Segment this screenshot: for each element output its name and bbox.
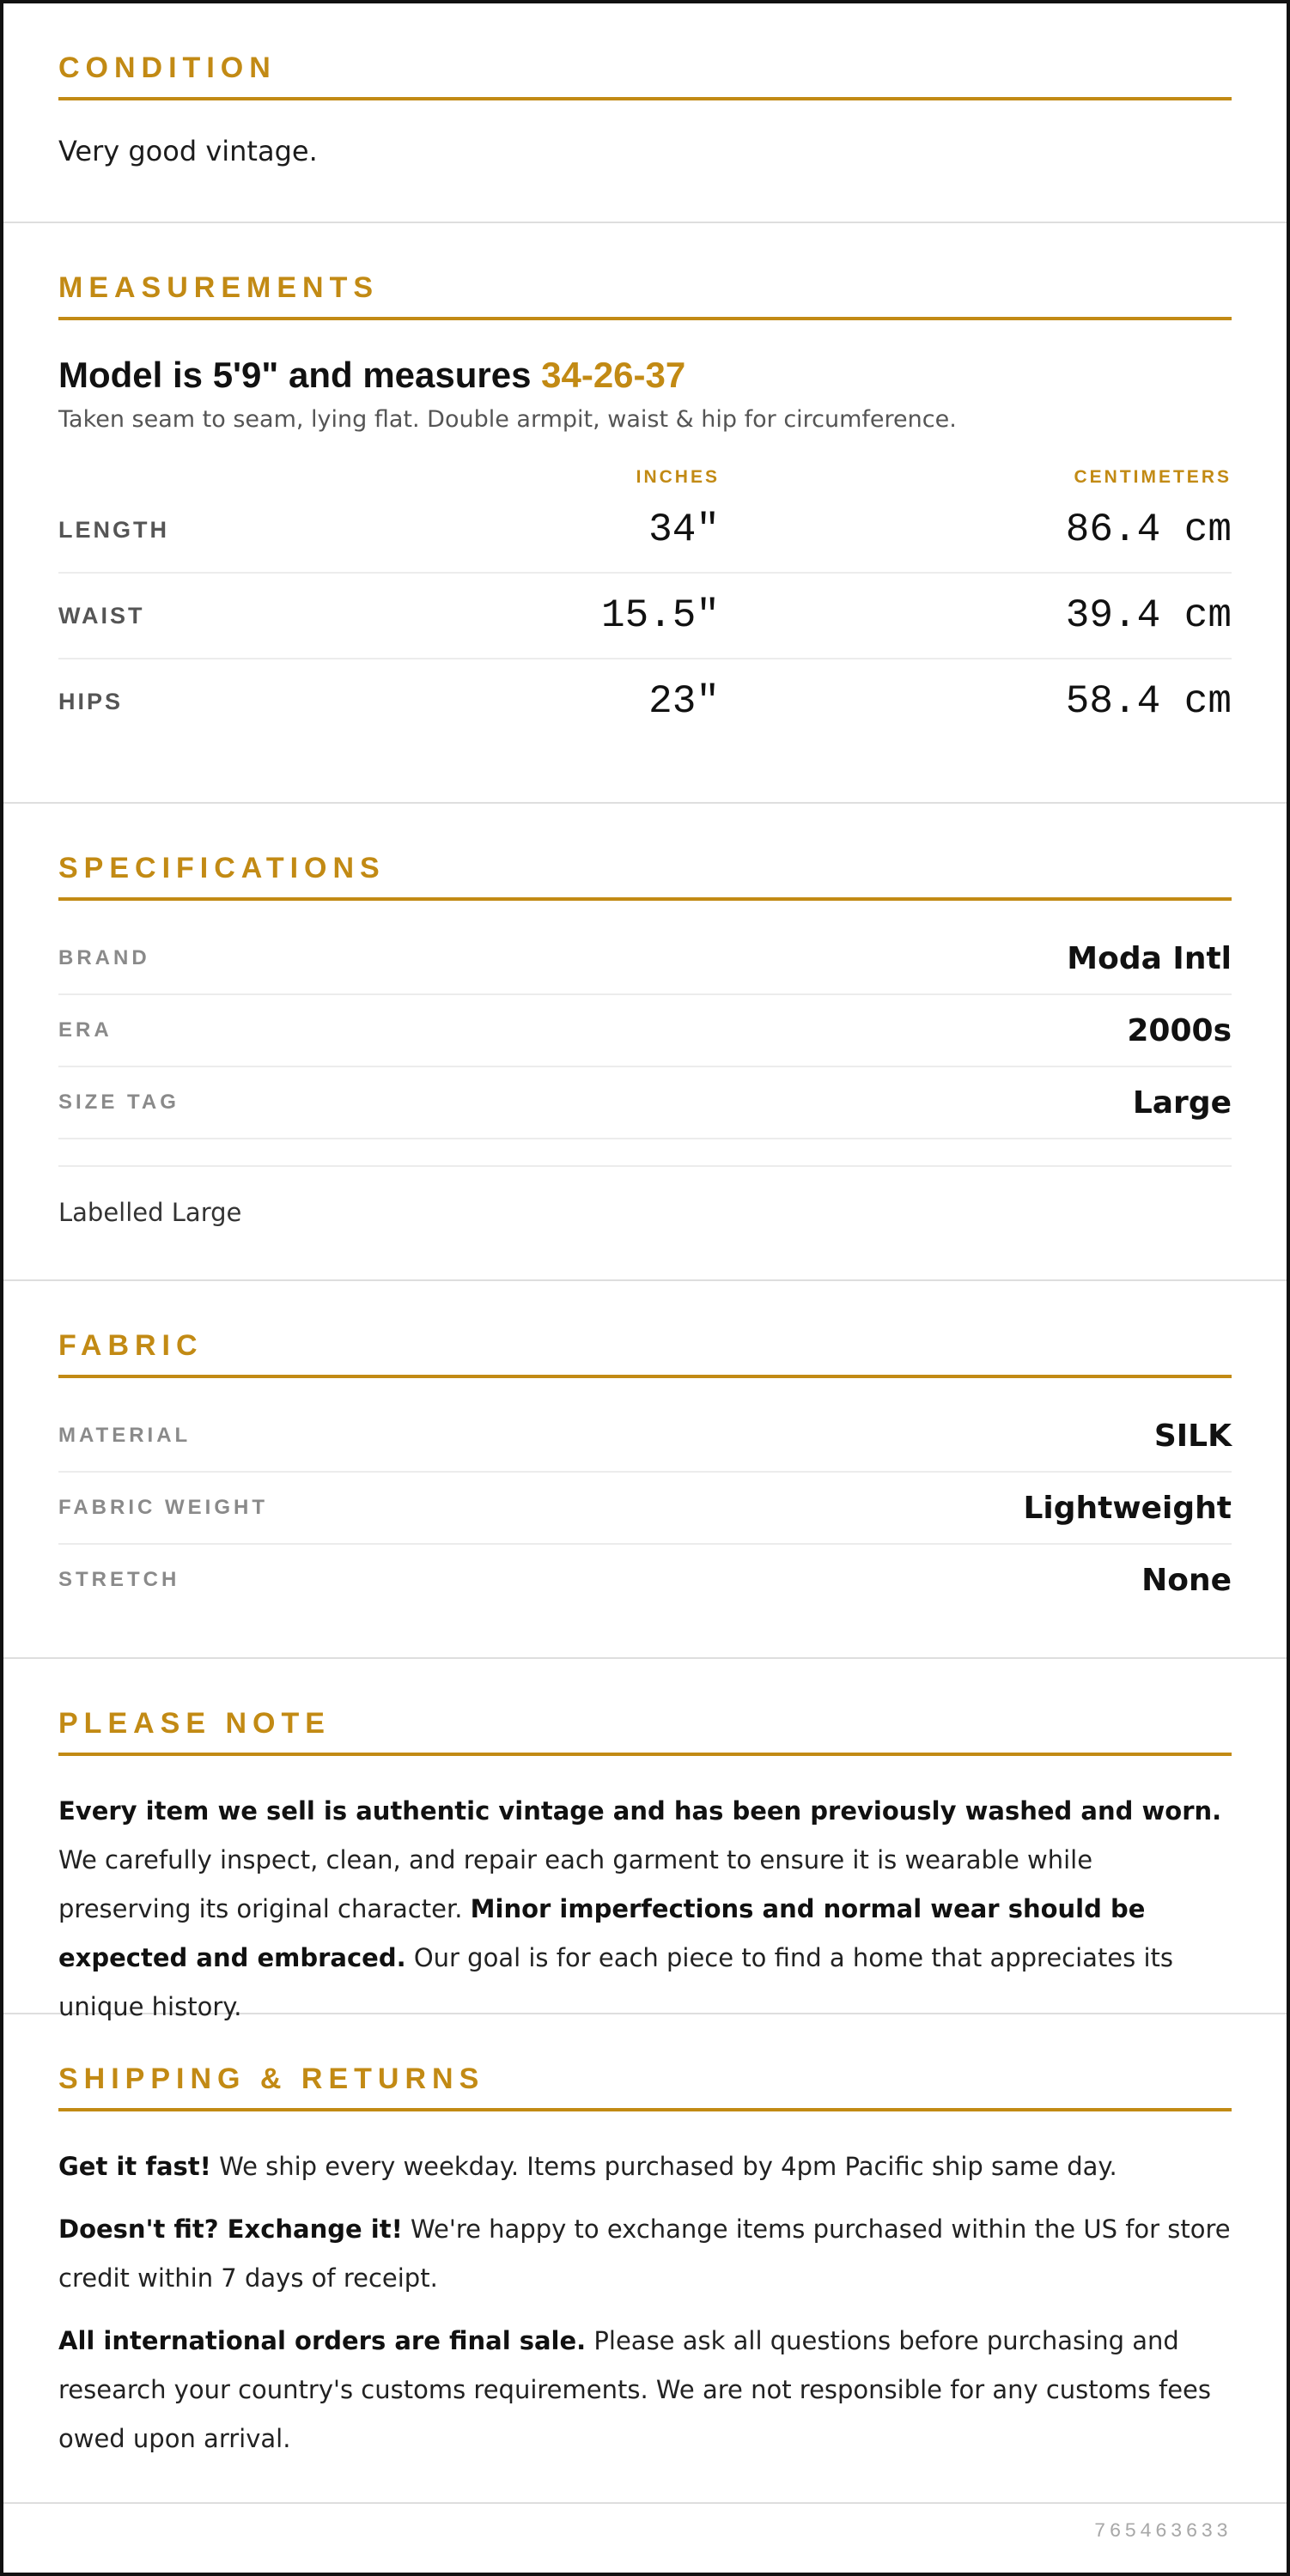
spec-label: BRAND xyxy=(58,946,150,969)
measurement-inches: 34" xyxy=(648,507,720,552)
fabric-row-stretch xyxy=(58,1545,1232,1615)
condition-heading: CONDITION xyxy=(58,52,1232,100)
fabric-row-material xyxy=(58,1400,1232,1473)
measurement-label: HIPS xyxy=(58,688,124,714)
spec-row-size-tag xyxy=(58,1067,1232,1139)
measurement-row xyxy=(58,488,1232,574)
spec-row-brand xyxy=(58,923,1232,995)
spec-row-era xyxy=(58,995,1232,1067)
inches-column-header: INCHES xyxy=(636,467,720,487)
model-measures-value: 34-26-37 xyxy=(541,355,686,395)
measurements-table xyxy=(58,488,1232,744)
fabric-heading: FABRIC xyxy=(58,1329,1232,1378)
model-measurements xyxy=(58,355,1232,396)
shipping-paragraph-international xyxy=(58,2317,1232,2464)
shipping-paragraph-exchange xyxy=(58,2205,1232,2303)
shipping-bold: All international orders are final sale. xyxy=(58,2326,587,2355)
spec-label: ERA xyxy=(58,1018,113,1042)
fabric-list xyxy=(58,1400,1232,1615)
please-note-heading: PLEASE NOTE xyxy=(58,1707,1232,1756)
measurement-label: WAIST xyxy=(58,602,145,629)
product-id: 765463633 xyxy=(1093,2520,1232,2543)
shipping-heading: SHIPPING & RETURNS xyxy=(58,2063,1232,2111)
measurements-section xyxy=(3,223,1287,804)
measurements-header xyxy=(58,467,1232,488)
measurements-subtitle: Taken seam to seam, lying flat. Double armpit, waist & hip for circumference. xyxy=(58,406,957,433)
fabric-value: Lightweight xyxy=(1023,1490,1232,1526)
shipping-bold: Get it fast! xyxy=(58,2152,211,2181)
fabric-row-weight xyxy=(58,1473,1232,1545)
fabric-label: MATERIAL xyxy=(58,1424,192,1447)
measurement-row xyxy=(58,659,1232,744)
measurement-label: LENGTH xyxy=(58,516,169,543)
shipping-paragraph-fast xyxy=(58,2142,1232,2191)
measurement-row xyxy=(58,574,1232,659)
footer xyxy=(3,2490,1287,2573)
note-bold-1: Every item we sell is authentic vintage and has been previously washed and worn. xyxy=(58,1796,1222,1826)
specifications-list xyxy=(58,923,1232,1139)
shipping-text: We're happy to exchange items purchased within the US for store credit within 7 days of receipt. xyxy=(58,2215,1231,2293)
please-note-section xyxy=(3,1659,1287,2021)
fabric-value: None xyxy=(1141,1562,1232,1598)
fabric-label: FABRIC WEIGHT xyxy=(58,1496,268,1519)
shipping-bold: Doesn't fit? Exchange it! xyxy=(58,2215,403,2244)
fabric-value: SILK xyxy=(1153,1418,1232,1454)
spec-value: 2000s xyxy=(1127,1012,1232,1048)
size-note: Labelled Large xyxy=(58,1165,1232,1227)
measurement-cm: 86.4 cm xyxy=(1065,507,1232,552)
measurement-cm: 39.4 cm xyxy=(1065,593,1232,638)
measurement-inches: 23" xyxy=(648,679,720,724)
shipping-text: We ship every weekday. Items purchased by 4pm Pacific ship same day. xyxy=(210,2152,1117,2181)
condition-section xyxy=(3,3,1287,223)
specifications-section xyxy=(3,804,1287,1281)
fabric-label: STRETCH xyxy=(58,1568,180,1591)
note-text-2: Our goal is for each piece to find a home that appreciates its unique history. xyxy=(58,1943,1174,2021)
specifications-heading: SPECIFICATIONS xyxy=(58,852,1232,901)
spec-value: Moda Intl xyxy=(1067,940,1232,976)
centimeters-column-header: CENTIMETERS xyxy=(1074,467,1232,487)
measurement-cm: 58.4 cm xyxy=(1065,679,1232,724)
spec-label: SIZE TAG xyxy=(58,1091,180,1114)
note-bold-2: Minor imperfections and normal wear should be expected and embraced. xyxy=(58,1894,1146,1972)
note-text-1: We carefully inspect, clean, and repair each garment to ensure it is wearable while preserving its original character. xyxy=(58,1845,1093,1923)
measurement-inches: 15.5" xyxy=(600,593,720,638)
please-note-text xyxy=(58,1787,1232,2032)
condition-text: Very good vintage. xyxy=(58,135,318,167)
measurements-heading: MEASUREMENTS xyxy=(58,271,1232,320)
spec-value: Large xyxy=(1132,1084,1232,1121)
fabric-section xyxy=(3,1281,1287,1659)
shipping-section xyxy=(3,2014,1287,2504)
model-prefix: Model is 5'9" and measures xyxy=(58,355,532,395)
shipping-text: Please ask all questions before purchasing and research your country's customs requirements. We are not responsible for any customs fees owed upon arrival. xyxy=(58,2326,1211,2453)
